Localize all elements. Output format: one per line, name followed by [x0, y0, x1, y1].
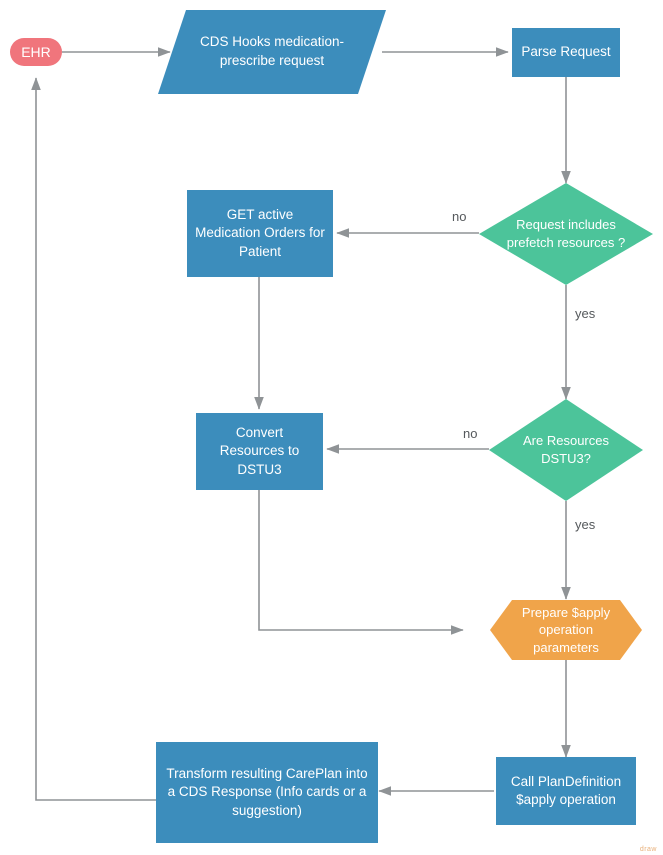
edge-label-prefetch-yes: yes [575, 306, 596, 321]
node-call-plandefinition-label: Call PlanDefinition $apply operation [510, 773, 622, 807]
node-ehr-label: EHR [21, 43, 51, 60]
node-ehr[interactable] [10, 38, 62, 66]
node-get-active-medication-orders-label: GET active Medication Orders for Patient [195, 207, 325, 259]
watermark: draw [639, 846, 657, 853]
node-call-plandefinition[interactable] [496, 757, 636, 825]
node-dstu3-decision[interactable] [489, 399, 643, 501]
node-prepare-apply[interactable] [490, 600, 642, 660]
node-dstu3-decision-label: Are Resources DSTU3? [523, 433, 609, 466]
node-transform-careplan[interactable] [156, 742, 378, 843]
edge-label-dstu3-no: no [463, 426, 478, 441]
node-parse-request[interactable] [512, 28, 620, 77]
node-prepare-apply-label: Prepare $apply operation parameters [521, 604, 611, 655]
edge-transform-to-ehr [36, 78, 156, 800]
node-cds-hooks-request[interactable] [158, 10, 386, 94]
node-convert-resources-label: Convert Resources to DSTU3 [219, 425, 300, 477]
node-convert-resources[interactable] [196, 413, 323, 490]
node-get-active-medication-orders[interactable] [187, 190, 333, 277]
node-prefetch-decision[interactable] [479, 183, 653, 285]
node-cds-hooks-request-label: CDS Hooks medication-prescribe request [199, 34, 345, 68]
edge-convert-to-prepare [259, 490, 463, 630]
node-prefetch-decision-label: Request includes prefetch resources ? [506, 217, 626, 250]
edge-label-dstu3-yes: yes [575, 517, 596, 532]
edge-label-prefetch-no: no [452, 209, 467, 224]
node-parse-request-label: Parse Request [521, 44, 611, 60]
node-transform-careplan-label: Transform resulting CarePlan into a CDS Response (Info cards or a suggestion) [166, 766, 368, 818]
